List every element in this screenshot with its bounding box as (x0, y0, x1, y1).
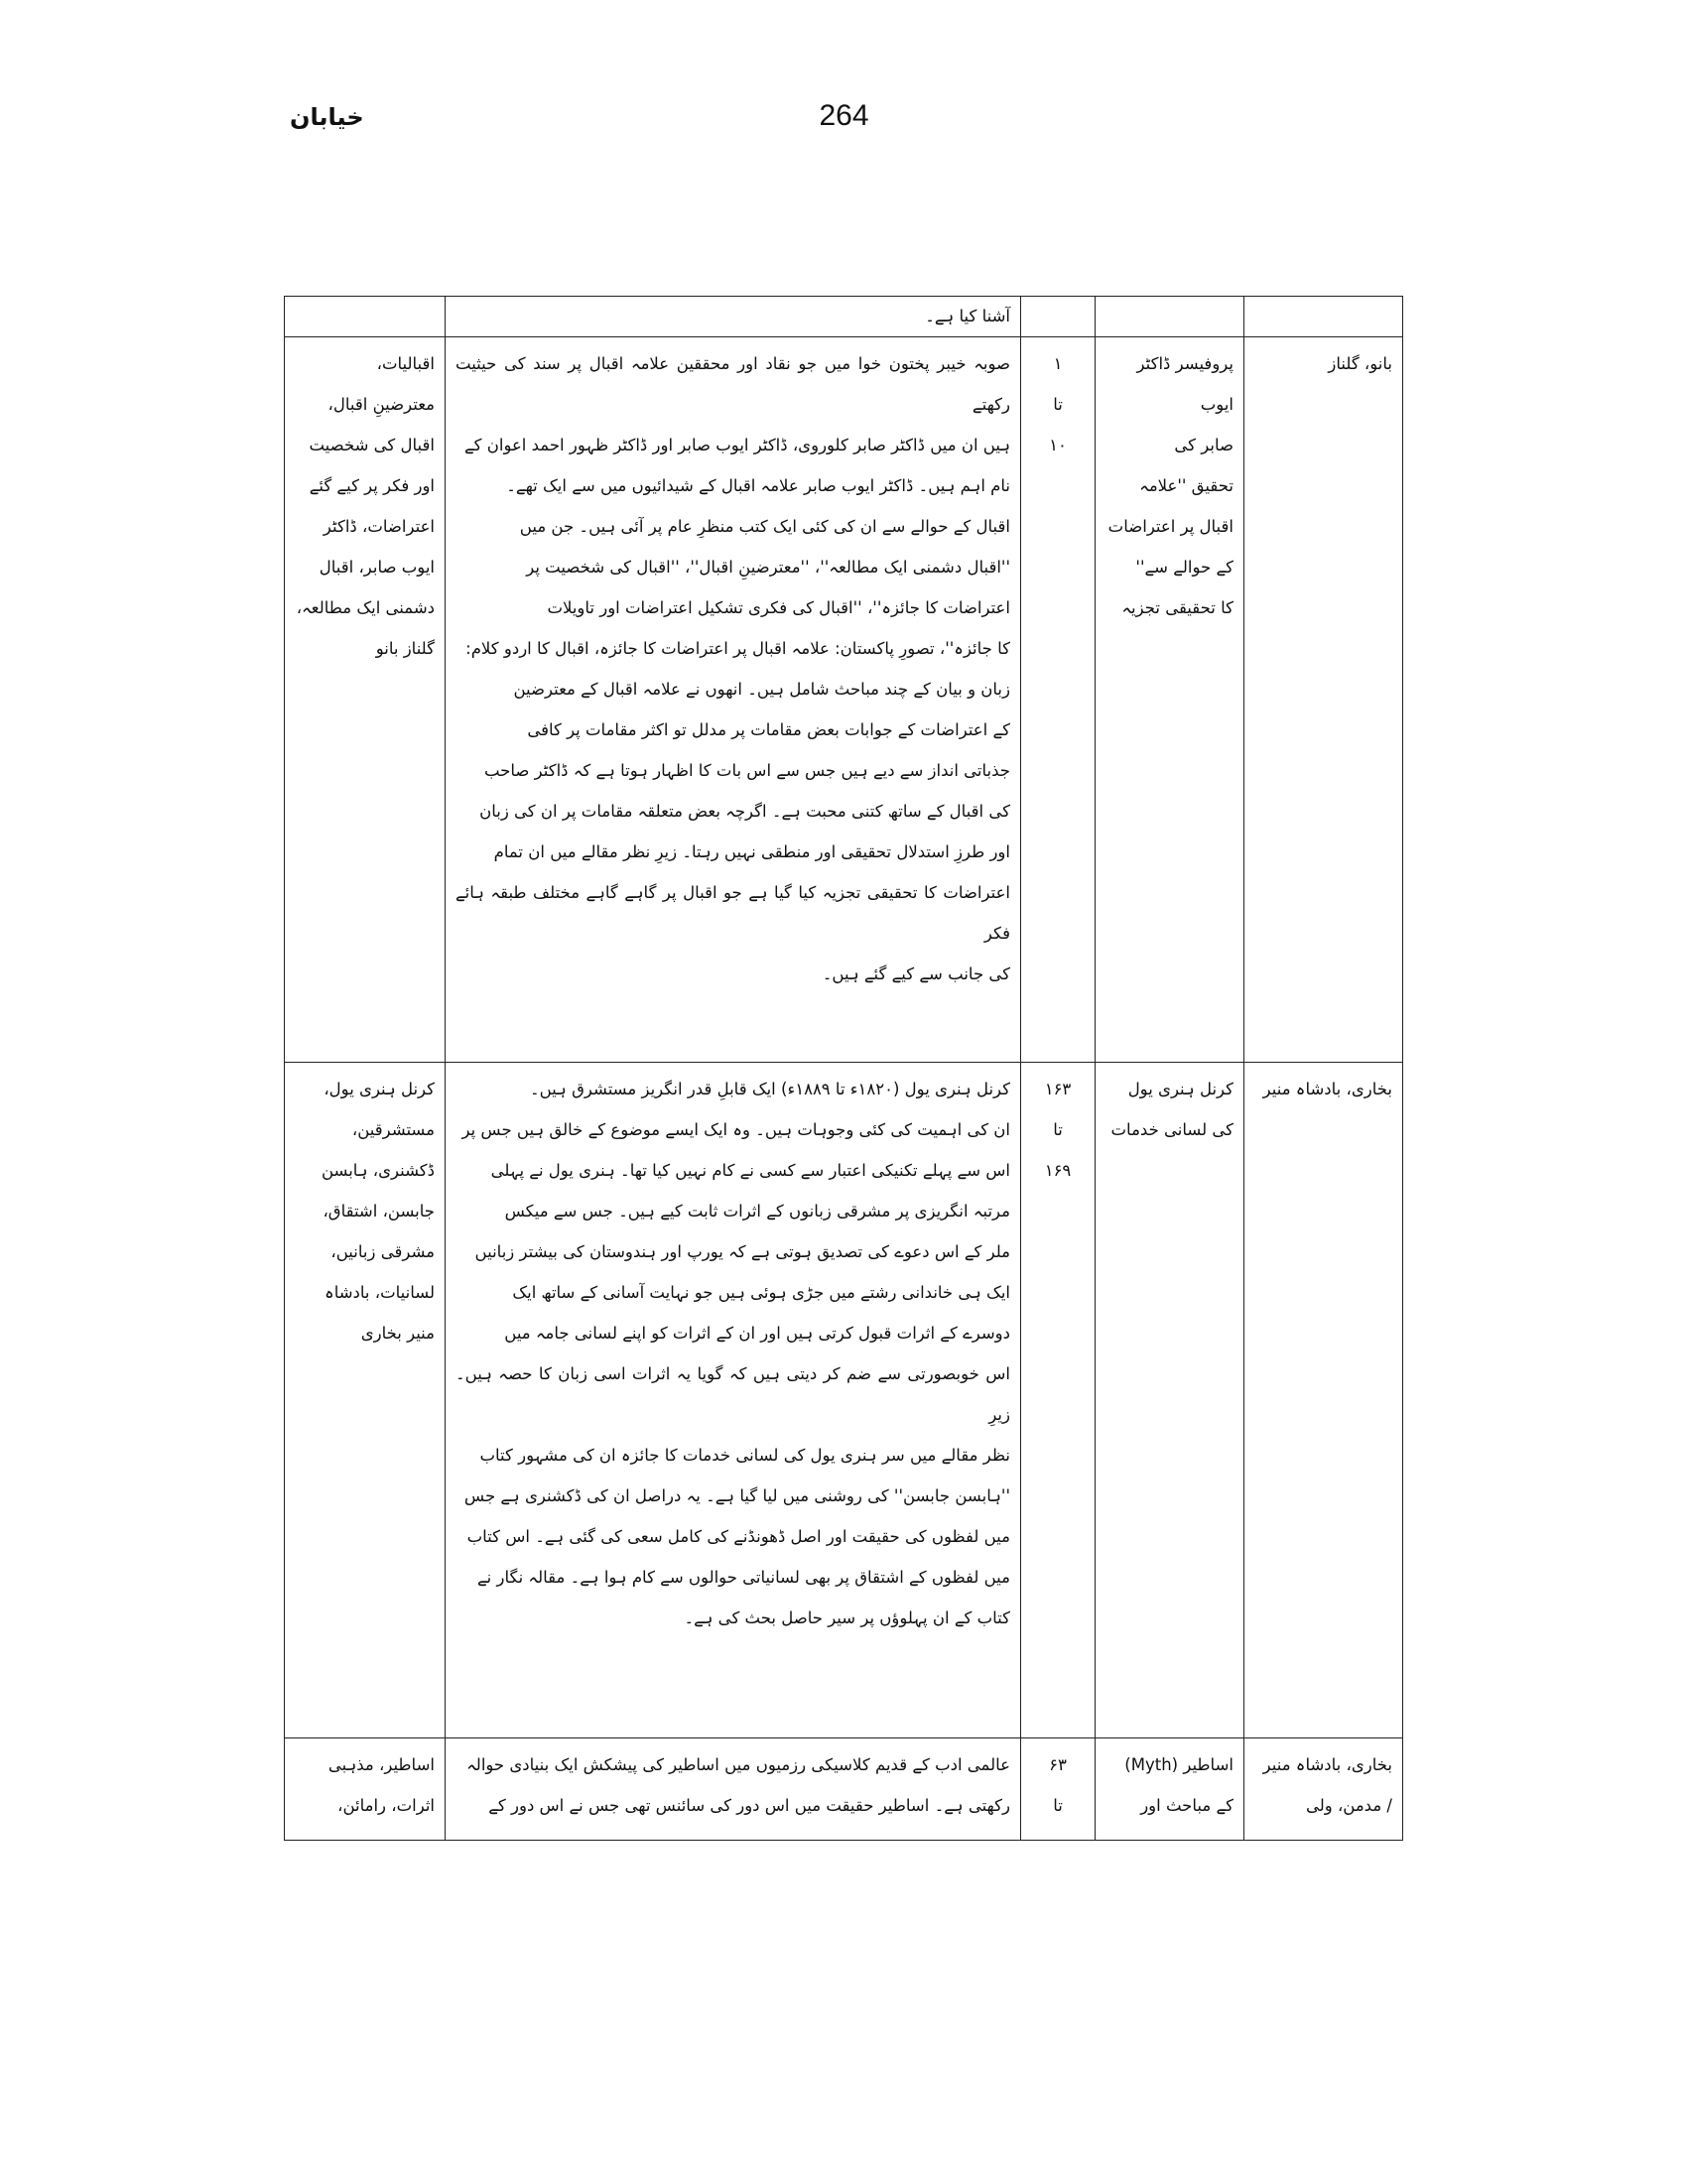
title-line: پروفیسر ڈاکٹر ایوب (1136, 354, 1234, 414)
pages-cell (1021, 1738, 1096, 1841)
keyword-line: گلناز بانو (375, 639, 435, 658)
summary-line: مرتبہ انگریزی پر مشرقی زبانوں کے اثرات ثابت کیے ہیں۔ جس سے میکس (504, 1202, 1010, 1220)
page-range-line: ۶۳ (1049, 1755, 1067, 1774)
summary-line: جذباتی انداز سے دیے ہیں جس سے اس بات کا اظہار ہوتا ہے کہ ڈاکٹر صاحب (483, 761, 1010, 780)
keyword-line: اعتراضات، ڈاکٹر (323, 517, 435, 536)
summary-line: ''ہابسن جابسن'' کی روشنی میں لیا گیا ہے۔ یہ دراصل ان کی ڈکشنری ہے جس (463, 1486, 1010, 1505)
keyword-line: جابسن، اشتقاق، (323, 1202, 435, 1220)
summary-line: عالمی ادب کے قدیم کلاسیکی رزمیوں میں اساطیر کی پیشکش ایک بنیادی حوالہ (466, 1755, 1010, 1774)
summary-line: کی جانب سے کیے گئے ہیں۔ (822, 964, 1010, 983)
summary-line: اعتراضات کا جائزہ''، ''اقبال کی فکری تشکیل اعتراضات اور تاویلات (547, 598, 1010, 617)
summary-line: ہیں ان میں ڈاکٹر صابر کلوروی، ڈاکٹر ایوب صابر اور ڈاکٹر ظہور احمد اعوان کے (463, 436, 1010, 454)
keywords-cell (285, 297, 446, 337)
summary-line: ''اقبال دشمنی ایک مطالعہ''، ''معترضینِ اقبال''، ''اقبال کی شخصیت پر (526, 558, 1010, 577)
summary-line: آشنا کیا ہے۔ (925, 307, 1010, 325)
table-row (285, 297, 1403, 337)
keywords-cell (285, 337, 446, 1063)
summary-line: زبان و بیان کے چند مباحث شامل ہیں۔ انھوں نے علامہ اقبال کے معترضین (513, 680, 1010, 699)
keyword-line: اثرات، رامائن، (337, 1796, 435, 1815)
table-row (285, 1063, 1403, 1738)
summary-line: کی اقبال کے ساتھ کتنی محبت ہے۔ اگرچہ بعض متعلقہ مقامات پر ان کی زبان (479, 802, 1010, 821)
table-row (285, 337, 1403, 1063)
keyword-line: دشمنی ایک مطالعہ، (296, 598, 435, 617)
keyword-line: ڈکشنری، ہابسن (321, 1161, 435, 1180)
table-row (285, 1738, 1403, 1841)
keyword-line: اور فکر پر کیے گئے (309, 476, 435, 495)
author-cell (1244, 1063, 1403, 1738)
summary-line: میں لفظوں کے اشتقاق پر بھی لسانیاتی حوالوں سے کام ہوا ہے۔ مقالہ نگار نے (476, 1568, 1010, 1587)
title-line: اساطیر (Myth) (1124, 1755, 1234, 1774)
page-range-line: ۱ (1053, 354, 1063, 373)
page-range-line: ۱۰ (1049, 436, 1067, 454)
page-range-line: ۱۶۳ (1044, 1080, 1072, 1098)
keyword-line: اساطیر، مذہبی (327, 1755, 435, 1774)
summary-line: ان کی اہمیت کی کئی وجوہات ہیں۔ وہ ایک ایسے موضوع کے خالق ہیں جس پر (461, 1120, 1010, 1139)
summary-line: کتاب کے ان پہلوؤں پر سیر حاصل بحث کی ہے۔ (684, 1608, 1010, 1627)
keywords-cell (285, 1063, 446, 1738)
summary-cell (446, 337, 1021, 1063)
summary-cell (446, 1063, 1021, 1738)
keyword-line: ایوب صابر، اقبال (319, 558, 435, 577)
pages-cell (1021, 297, 1096, 337)
author-name: بانو، گلناز (1328, 354, 1392, 373)
table-body (285, 297, 1403, 1841)
keyword-line: مشرقی زبانیں، (330, 1242, 435, 1261)
summary-line: کرنل ہنری یول (۱۸۲۰ء تا ۱۸۸۹ء) ایک قابلِ قدر انگریز مستشرق ہیں۔ (529, 1080, 1010, 1098)
summary-line: اس خوبصورتی سے ضم کر دیتی ہیں کہ گویا یہ اثرات اسی زبان کا حصہ ہیں۔ زیرِ (455, 1364, 1010, 1424)
summary-line: ایک ہی خاندانی رشتے میں جڑی ہوئی ہیں جو نہایت آسانی کے ساتھ ایک (512, 1283, 1010, 1302)
summary-line: دوسرے کے اثرات قبول کرتی ہیں اور ان کے اثرات کو اپنے لسانی جامہ میں (504, 1324, 1010, 1343)
summary-line: ملر کے اس دعوے کی تصدیق ہوتی ہے کہ یورپ اور ہندوستان کی بیشتر زبانیں (474, 1242, 1010, 1261)
page-range-line: تا (1053, 395, 1063, 414)
summary-line: اقبال کے حوالے سے ان کی کئی ایک کتب منظرِ عام پر آئی ہیں۔ جن میں (519, 517, 1010, 536)
title-line: تحقیق ''علامہ (1139, 476, 1234, 495)
keyword-line: منیر بخاری (360, 1324, 435, 1343)
keyword-line: اقبالیات، (376, 354, 435, 373)
summary-line: نظر مقالے میں سر ہنری یول کی لسانی خدمات کا جائزہ ان کی مشہور کتاب (479, 1446, 1010, 1465)
summary-cell (446, 297, 1021, 337)
journal-name: خیابان (290, 103, 364, 131)
pages-cell (1021, 337, 1096, 1063)
keyword-line: لسانیات، بادشاہ (325, 1283, 435, 1302)
article-index-table (284, 296, 1403, 1841)
author-cell (1244, 297, 1403, 337)
author-name: بخاری، بادشاہ منیر (1262, 1080, 1392, 1098)
summary-line: اس سے پہلے تکنیکی اعتبار سے کسی نے کام نہیں کیا تھا۔ ہنری یول نے پہلی (490, 1161, 1010, 1180)
keyword-line: کرنل ہنری یول، (324, 1080, 435, 1098)
keywords-cell (285, 1738, 446, 1841)
page-range-line: تا (1053, 1796, 1063, 1815)
summary-line: اعتراضات کا تحقیقی تجزیہ کیا گیا ہے جو اقبال پر گاہے گاہے مختلف طبقہ ہائے فکر (455, 883, 1010, 943)
title-line: کرنل ہنری یول (1127, 1080, 1234, 1098)
title-line: کی لسانی خدمات (1110, 1120, 1234, 1139)
summary-line: نام اہم ہیں۔ ڈاکٹر ایوب صابر علامہ اقبال کے شیدائیوں میں سے ایک تھے۔ (506, 476, 1010, 495)
title-line: کے حوالے سے'' (1135, 558, 1234, 577)
page-range-line: ۱۶۹ (1044, 1161, 1072, 1180)
page-range-line: تا (1053, 1120, 1063, 1139)
summary-cell (446, 1738, 1021, 1841)
summary-line: اور طرزِ استدلال تحقیقی اور منطقی نہیں رہتا۔ زیرِ نظر مقالے میں ان تمام (493, 842, 1010, 861)
keyword-line: مستشرقین، (351, 1120, 435, 1139)
summary-line: میں لفظوں کی حقیقت اور اصل ڈھونڈنے کی کامل سعی کی گئی ہے۔ اس کتاب (466, 1527, 1010, 1546)
page-number: 264 (819, 99, 869, 132)
keyword-line: معترضینِ اقبال، (327, 395, 435, 414)
title-line: اقبال پر اعتراضات (1107, 517, 1234, 536)
summary-line: کا جائزہ''، تصورِ پاکستان: علامہ اقبال پر اعتراضات کا جائزہ، اقبال کا اردو کلام: (465, 639, 1010, 658)
pages-cell (1021, 1063, 1096, 1738)
title-cell (1096, 297, 1244, 337)
title-cell (1096, 1738, 1244, 1841)
summary-line: کے اعتراضات کے جوابات بعض مقامات پر مدلل تو اکثر مقامات پر کافی (527, 720, 1010, 739)
author-name: بخاری، بادشاہ منیر / مدمن، ولی (1262, 1755, 1392, 1815)
author-cell (1244, 1738, 1403, 1841)
title-line: صابر کی (1174, 436, 1234, 454)
title-line: کا تحقیقی تجزیہ (1121, 598, 1234, 617)
summary-line: صوبہ خیبر پختون خوا میں جو نقاد اور محققین علامہ اقبال پر سند کی حیثیت رکھتے (455, 354, 1010, 414)
summary-line: رکھتی ہے۔ اساطیر حقیقت میں اس دور کی سائنس تھی جس نے اس دور کے (488, 1796, 1010, 1815)
author-cell (1244, 337, 1403, 1063)
title-cell (1096, 337, 1244, 1063)
keyword-line: اقبال کی شخصیت (309, 436, 435, 454)
title-cell (1096, 1063, 1244, 1738)
title-line: کے مباحث اور (1140, 1796, 1234, 1815)
